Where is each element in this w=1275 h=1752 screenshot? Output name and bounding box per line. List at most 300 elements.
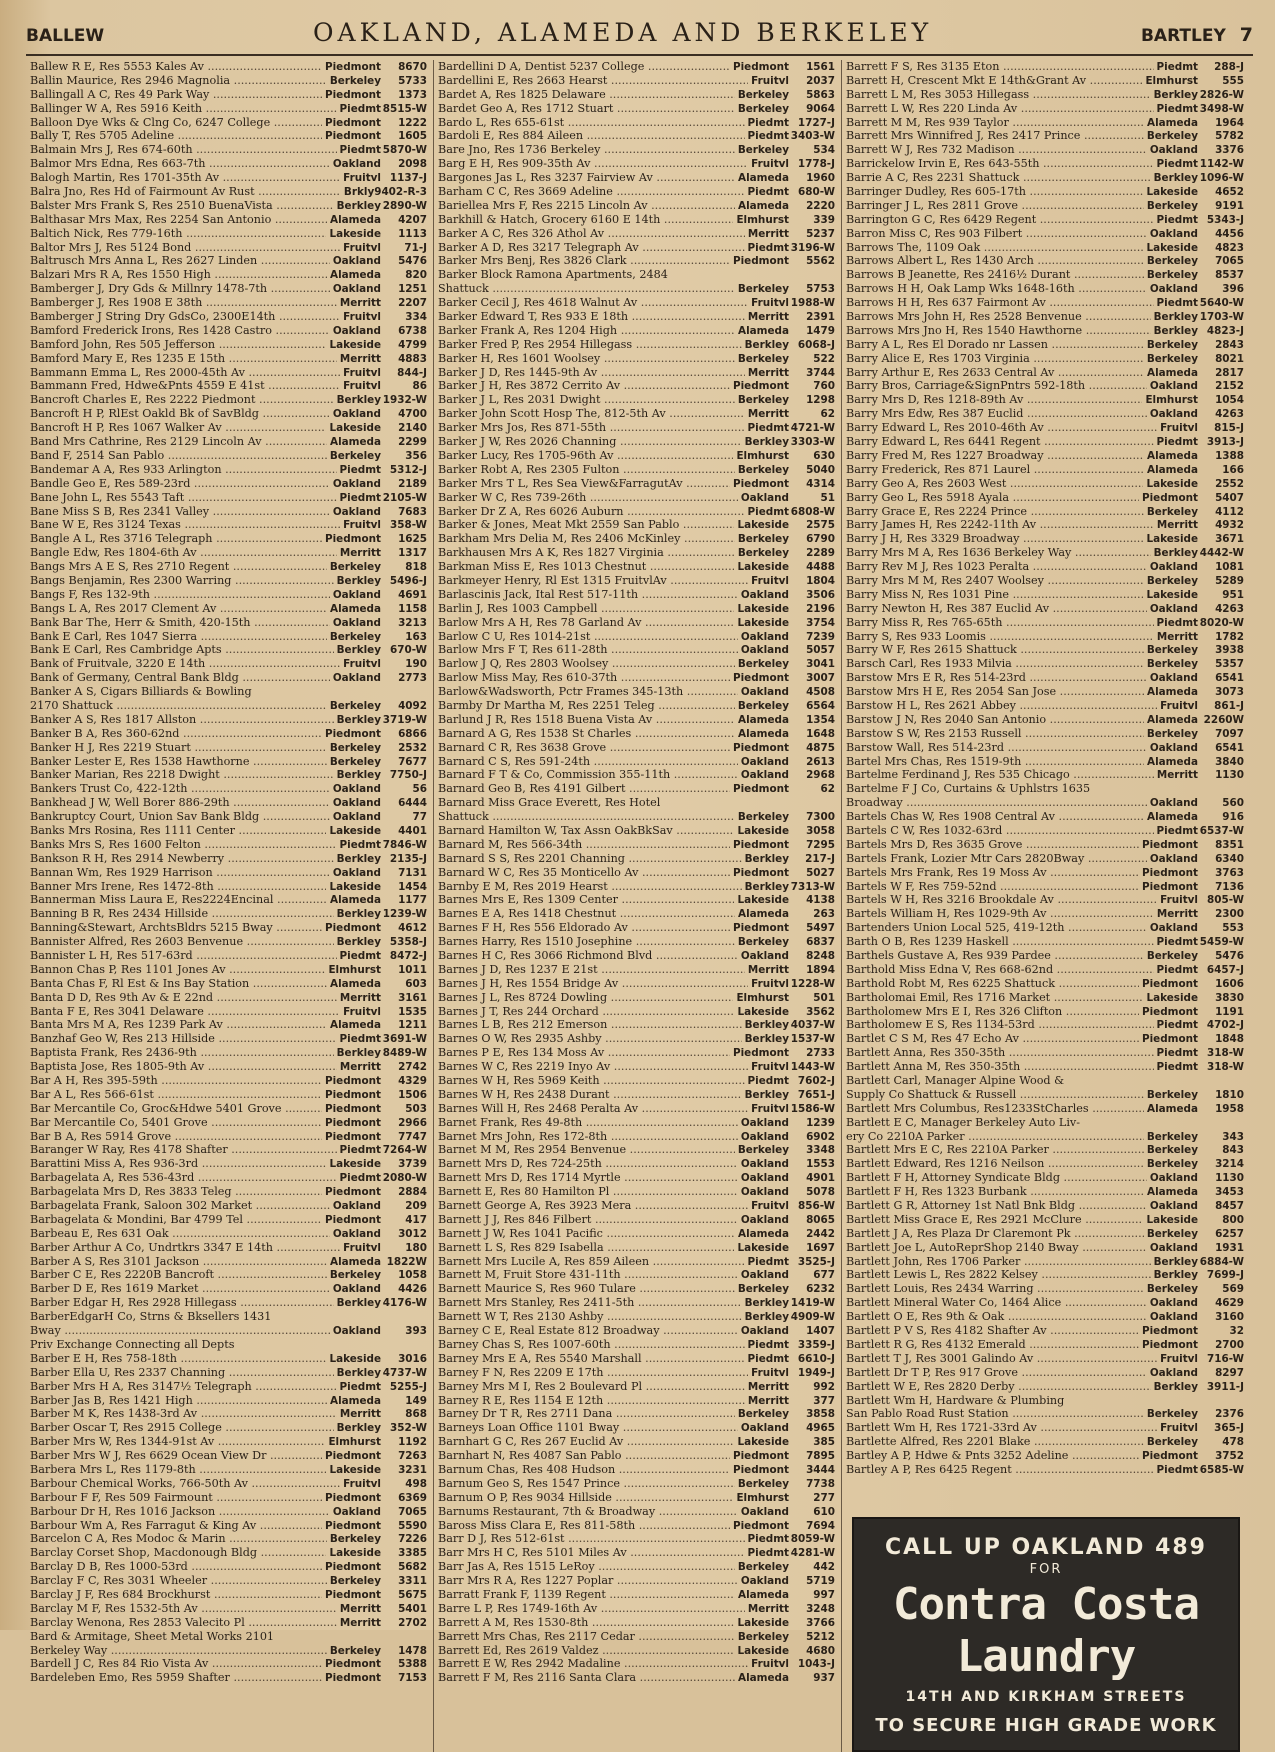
directory-entry — [30, 1574, 427, 1588]
directory-entry — [438, 671, 835, 685]
directory-entry — [846, 532, 1244, 546]
entry-exchange: Fruitvl — [1160, 894, 1198, 907]
directory-entry — [438, 1213, 835, 1227]
directory-entry — [30, 741, 427, 755]
directory-entry — [30, 1102, 427, 1116]
entry-exchange: Merritt — [747, 366, 789, 379]
entry-name: Bangs Mrs A E S, Res 2710 Regent ..... — [30, 560, 327, 574]
entry-name: Bartlett Carl, Manager Alpine Wood & — [846, 1074, 1065, 1088]
entry-exchange: Oakland — [740, 769, 789, 782]
entry-exchange: Fruitvl — [1160, 699, 1198, 712]
directory-entry — [846, 1407, 1244, 1421]
directory-entry — [30, 366, 427, 380]
directory-entry — [30, 1546, 427, 1560]
entry-name: Barrett Mrs Winnifred J, Res 2417 Prince ..... — [846, 129, 1144, 143]
entry-number: 3739 — [398, 1158, 427, 1171]
entry-number: 1625 — [398, 533, 427, 546]
entry-name: Bare Jno, Res 1736 Berkeley ..... — [438, 143, 735, 157]
entry-name: Bartlett Anna, Res 350-35th ..... — [846, 1046, 1154, 1060]
directory-entry — [846, 505, 1244, 519]
entry-number: 4263 — [1215, 408, 1244, 421]
directory-entry — [438, 1644, 835, 1658]
directory-entry — [30, 241, 427, 255]
directory-entry — [438, 268, 835, 282]
directory-entry — [846, 352, 1244, 366]
directory-entry — [846, 1227, 1244, 1241]
entry-number: 5057 — [806, 644, 835, 657]
entry-number: 4092 — [398, 699, 427, 712]
entry-exchange: Merritt — [747, 1394, 789, 1407]
entry-name: Barkhausen Mrs A K, Res 1827 Virginia ..... — [438, 546, 735, 560]
entry-name: Bandle Geo E, Res 589-23rd ..... — [30, 477, 330, 491]
directory-entry — [438, 880, 835, 894]
entry-number: 6610-J — [797, 1352, 835, 1365]
directory-entry — [438, 1088, 835, 1102]
directory-entry — [846, 102, 1244, 116]
directory-entry — [846, 782, 1244, 796]
entry-exchange: Fruitvl — [343, 172, 381, 185]
entry-name: Bartlett T J, Res 3001 Galindo Av ..... — [846, 1352, 1157, 1366]
entry-exchange: Oakland — [1149, 922, 1198, 935]
entry-exchange: Fruitvl — [751, 74, 789, 87]
entry-number: 937 — [813, 1672, 835, 1685]
entry-exchange: Oakland — [740, 1422, 789, 1435]
entry-name: Bannerman Miss Laura E, Res2224Encinal ..... — [30, 893, 327, 907]
entry-name: Bartels W H, Res 3216 Brookdale Av ..... — [846, 893, 1157, 907]
entry-number: 3506 — [806, 588, 835, 601]
entry-number: 3213 — [398, 616, 427, 629]
directory-entry — [438, 824, 835, 838]
entry-name: Banzhaf Geo W, Res 213 Hillside ..... — [30, 1032, 337, 1046]
entry-exchange: Oakland — [1149, 408, 1198, 421]
entry-number: 385 — [813, 1436, 835, 1449]
entry-number: 805-W — [1207, 894, 1244, 907]
entry-exchange: Berkley — [744, 1311, 789, 1324]
entry-number: 6902 — [806, 1130, 835, 1143]
entry-exchange: Alameda — [330, 213, 381, 226]
entry-name: Barber E H, Res 758-18th ..... — [30, 1352, 326, 1366]
entry-name: Bangs F, Res 132-9th ..... — [30, 588, 330, 602]
entry-name: Barber Mrs W, Res 1344-91st Av ..... — [30, 1435, 325, 1449]
entry-exchange: Berkeley — [737, 699, 789, 712]
entry-exchange: Alameda — [738, 908, 789, 921]
directory-entry — [846, 324, 1244, 338]
entry-name: Bartels Mrs Frank, Res 19 Moss Av ..... — [846, 866, 1139, 880]
entry-number: 6068-J — [797, 338, 835, 351]
directory-entry — [438, 102, 835, 116]
entry-exchange: Berkley — [336, 936, 381, 949]
entry-number: 2299 — [398, 436, 427, 449]
entry-name: Barnet M M, Res 2954 Benvenue ..... — [438, 1143, 735, 1157]
entry-name: Barclay Wenona, Res 2853 Valecito Pl ..... — [30, 1616, 337, 1630]
entry-number: 3248 — [806, 1602, 835, 1615]
entry-exchange: Merritt — [1156, 769, 1198, 782]
entry-number: 2220 — [806, 199, 835, 212]
entry-number: 5401 — [398, 1602, 427, 1615]
entry-exchange: Alameda — [330, 894, 381, 907]
entry-number: 3938 — [1215, 644, 1244, 657]
entry-number: 2152 — [1215, 380, 1244, 393]
entry-name: Bartlett Mineral Water Co, 1464 Alice ..... — [846, 1296, 1147, 1310]
directory-entry — [30, 1338, 427, 1352]
entry-number: 5476 — [1215, 950, 1244, 962]
directory-entry — [846, 463, 1244, 477]
entry-name: Barlow J Q, Res 2803 Woolsey ..... — [438, 657, 735, 671]
entry-exchange: Oakland — [740, 950, 789, 962]
entry-exchange: Oakland — [740, 686, 789, 699]
entry-exchange: Berkley — [744, 1033, 789, 1046]
entry-number: 3830 — [1215, 991, 1244, 1004]
entry-number: 9402-R-3 — [374, 186, 427, 199]
entry-name: Bane Miss S B, Res 2341 Valley ..... — [30, 505, 330, 519]
entry-exchange: Alameda — [738, 727, 789, 740]
entry-name: Barber Mrs H A, Res 3147½ Telegraph ..... — [30, 1380, 337, 1394]
entry-number: 7699-J — [1206, 1269, 1244, 1282]
directory-entry — [438, 1255, 835, 1269]
entry-number: 677 — [813, 1269, 835, 1282]
directory-entry — [30, 157, 427, 171]
entry-name: Barnard S S, Res 2201 Channing ..... — [438, 852, 742, 866]
entry-number: 2532 — [398, 741, 427, 754]
entry-exchange: Oakland — [332, 783, 381, 796]
entry-name: Bar A H, Res 395-59th ..... — [30, 1074, 322, 1088]
directory-entry — [438, 1005, 835, 1019]
entry-exchange: Oakland — [332, 1283, 381, 1296]
directory-entry — [438, 1185, 835, 1199]
entry-number: 1703-W — [1199, 311, 1244, 324]
entry-exchange: Oakland — [740, 1172, 789, 1185]
directory-entry — [846, 685, 1244, 699]
directory-entry — [846, 296, 1244, 310]
entry-number: 2773 — [398, 672, 427, 685]
directory-entry — [438, 949, 835, 963]
entry-name: Barr Mrs R A, Res 1227 Poplar ..... — [438, 1574, 738, 1588]
entry-exchange: Lakeside — [329, 1352, 381, 1365]
entry-name: Barclay J F, Res 684 Brockhurst ..... — [30, 1588, 322, 1602]
entry-number: 4281-W — [790, 1547, 835, 1560]
entry-exchange: Oakland — [1149, 380, 1198, 393]
entry-number: 180 — [405, 1241, 427, 1254]
entry-number: 7651-J — [797, 1088, 835, 1101]
entry-name: Banker B A, Res 360-62nd ..... — [30, 727, 322, 741]
entry-number: 86 — [412, 380, 427, 393]
entry-name: Baross Miss Clara E, Res 811-58th ..... — [438, 1519, 730, 1533]
entry-exchange: Oakland — [1149, 1241, 1198, 1254]
directory-entry — [438, 907, 835, 921]
entry-exchange: Alameda — [330, 1019, 381, 1032]
entry-name: Barrows Mrs Jno H, Res 1540 Hawthorne ..... — [846, 324, 1151, 338]
directory-entry — [30, 949, 427, 963]
entry-name: Barker Cecil J, Res 4618 Walnut Av ..... — [438, 296, 748, 310]
entry-number: 5497 — [806, 922, 835, 935]
entry-exchange: Berkeley — [1146, 727, 1198, 740]
entry-exchange: Oakland — [1149, 144, 1198, 157]
directory-entry — [846, 1241, 1244, 1255]
directory-entry — [438, 1546, 835, 1560]
directory-entry — [846, 768, 1244, 782]
directory-entry — [438, 254, 835, 268]
entry-exchange: Merritt — [339, 1602, 381, 1615]
entry-name: Bardo L, Res 655-61st ..... — [438, 116, 745, 130]
entry-name: Bariellea Mrs F, Res 2215 Lincoln Av ..... — [438, 199, 735, 213]
entry-exchange: Piedmont — [1142, 977, 1198, 990]
entry-name: Bartlett P V S, Res 4182 Shafter Av ..... — [846, 1324, 1139, 1338]
entry-exchange: Oakland — [332, 255, 381, 268]
entry-name: Barnhart G C, Res 267 Euclid Av ..... — [438, 1435, 734, 1449]
entry-exchange: Alameda — [738, 1588, 789, 1601]
entry-number: 3385 — [398, 1547, 427, 1560]
entry-number: 7263 — [398, 1450, 427, 1463]
entry-number: 2391 — [806, 311, 835, 324]
entry-exchange: Oakland — [332, 866, 381, 879]
entry-name: Bartlett Wm H, Hardware & Plumbing — [846, 1393, 1065, 1407]
entry-exchange: Alameda — [330, 436, 381, 449]
directory-entry — [30, 407, 427, 421]
entry-number: 6541 — [1215, 741, 1244, 754]
directory-entry — [438, 129, 835, 143]
directory-entry — [30, 421, 427, 435]
directory-entry — [846, 1102, 1244, 1116]
directory-entry — [846, 199, 1244, 213]
entry-exchange: Piedmont — [325, 1588, 381, 1601]
directory-entry — [438, 1199, 835, 1213]
directory-entry — [30, 143, 427, 157]
entry-exchange: Merritt — [747, 408, 789, 421]
entry-exchange: Merritt — [747, 227, 789, 240]
entry-exchange: Piedmont — [325, 1130, 381, 1143]
entry-number: 6537-W — [1199, 824, 1244, 837]
entry-exchange: Fruitvl — [1160, 1352, 1198, 1365]
entry-exchange: Berkeley — [1146, 199, 1198, 212]
entry-name: Barry Alice E, Res 1703 Virginia ..... — [846, 352, 1144, 366]
directory-entry — [438, 74, 835, 88]
entry-number: 916 — [1222, 811, 1244, 824]
directory-entry — [846, 1185, 1244, 1199]
entry-name: Barnett J J, Res 846 Filbert ..... — [438, 1213, 738, 1227]
entry-name: Barrett Mrs Chas, Res 2117 Cedar ..... — [438, 1630, 735, 1644]
entry-exchange: Piedmont — [733, 672, 789, 685]
entry-name: Barrows Mrs John H, Res 2528 Benvenue ..... — [846, 310, 1151, 324]
entry-number: 8020-W — [1199, 616, 1244, 629]
directory-entry — [30, 907, 427, 921]
directory-entry — [438, 616, 835, 630]
entry-name: Balzari Mrs R A, Res 1550 High ..... — [30, 268, 327, 282]
header-last-name: BARTLEY — [1140, 26, 1226, 46]
entry-exchange: Piedmont — [325, 1561, 381, 1574]
entry-exchange: Piedmont — [733, 380, 789, 393]
entry-number: 2742 — [398, 1061, 427, 1074]
entry-exchange: Piedmt — [747, 1255, 789, 1268]
entry-number: 2700 — [1215, 1338, 1244, 1351]
entry-name: Barry W F, Res 2615 Shattuck ..... — [846, 643, 1144, 657]
directory-entry — [438, 88, 835, 102]
entry-name: Barry Newton H, Res 387 Euclid Av ..... — [846, 602, 1147, 616]
entry-name: Barnes L B, Res 212 Emerson ..... — [438, 1018, 742, 1032]
entry-number: 209 — [405, 1200, 427, 1213]
entry-number: 2289 — [806, 547, 835, 560]
entry-exchange: Piedmont — [1142, 1033, 1198, 1046]
entry-number: 3754 — [806, 616, 835, 629]
entry-name: Barnes J H, Res 1554 Bridge Av ..... — [438, 977, 748, 991]
entry-exchange: Piedmt — [339, 838, 381, 851]
entry-exchange: Lakeside — [329, 1463, 381, 1476]
entry-name: Bartlett Mrs E C, Res 2210A Parker ..... — [846, 1143, 1144, 1157]
entry-name: Barnes Will H, Res 2468 Peralta Av ..... — [438, 1102, 748, 1116]
entry-exchange: Piedmont — [1142, 1325, 1198, 1338]
entry-number: 3453 — [1215, 1186, 1244, 1199]
entry-name: Barnes W H, Res 2438 Durant ..... — [438, 1088, 742, 1102]
entry-number: 760 — [813, 380, 835, 393]
entry-name: Barry Mrs D, Res 1218-89th Av ..... — [846, 393, 1142, 407]
directory-entry — [846, 213, 1244, 227]
entry-exchange: Berkley — [336, 1366, 381, 1379]
entry-exchange: Piedmont — [733, 1463, 789, 1476]
entry-name: Barnes E A, Res 1418 Chestnut ..... — [438, 907, 735, 921]
directory-entry — [438, 1171, 835, 1185]
entry-exchange: Piedmont — [1142, 866, 1198, 879]
directory-entry — [30, 1032, 427, 1046]
entry-exchange: Berkley — [744, 436, 789, 449]
entry-exchange: Berkley — [336, 713, 381, 726]
entry-exchange: Piedmt — [1156, 616, 1198, 629]
entry-number: 5388 — [398, 1658, 427, 1671]
entry-exchange: Berkeley — [329, 1644, 381, 1657]
entry-exchange: Oakland — [332, 672, 381, 685]
entry-name: Barber Ella U, Res 2337 Channing ..... — [30, 1366, 334, 1380]
entry-exchange: Berkeley — [1146, 1227, 1198, 1240]
directory-entry — [846, 602, 1244, 616]
directory-column-3 — [842, 60, 1250, 1752]
entry-number: 1894 — [806, 963, 835, 976]
entry-name: Bank E Carl, Res Cambridge Apts ..... — [30, 643, 334, 657]
entry-number: 4314 — [806, 477, 835, 490]
directory-entry — [846, 366, 1244, 380]
entry-name: Barbagelata A, Res 536-43rd ..... — [30, 1171, 337, 1185]
entry-number: 1407 — [806, 1325, 835, 1338]
directory-entry — [846, 88, 1244, 102]
entry-number: 1958 — [1215, 1102, 1244, 1115]
directory-entry — [30, 671, 427, 685]
entry-exchange: Oakland — [740, 1325, 789, 1338]
entry-number: 7750-J — [389, 769, 427, 782]
entry-number: 534 — [813, 144, 835, 157]
entry-name: Barry Geo L, Res 5918 Ayala ..... — [846, 491, 1139, 505]
entry-number: 190 — [405, 658, 427, 671]
directory-entry — [438, 60, 835, 74]
entry-exchange: Piedmt — [339, 144, 381, 157]
entry-exchange: Piedmont — [325, 1491, 381, 1504]
directory-entry — [846, 796, 1244, 810]
entry-exchange: Oakland — [740, 644, 789, 657]
entry-number: 5675 — [398, 1588, 427, 1601]
entry-name: Bar B A, Res 5914 Grove ..... — [30, 1130, 322, 1144]
entry-number: 2098 — [398, 158, 427, 171]
entry-name: Banner Mrs Irene, Res 1472-8th ..... — [30, 880, 326, 894]
entry-number: 1727-J — [797, 116, 835, 129]
entry-exchange: Piedmont — [325, 727, 381, 740]
entry-name: Barnes Harry, Res 1510 Josephine ..... — [438, 935, 735, 949]
entry-name: Banker A S, Res 1817 Allston ..... — [30, 713, 334, 727]
entry-name: Bar A L, Res 566-61st ..... — [30, 1088, 322, 1102]
entry-exchange: Berkeley — [1146, 1144, 1198, 1157]
entry-exchange: Piedmont — [325, 61, 381, 73]
entry-name: Barker Mrs Benj, Res 3826 Clark ..... — [438, 254, 730, 268]
entry-number: 352-W — [390, 1422, 427, 1435]
entry-name: Barcelon C A, Res Modoc & Marin ..... — [30, 1532, 327, 1546]
entry-name: Bardellini D A, Dentist 5237 College ..... — [438, 60, 730, 74]
entry-number: 4901 — [806, 1172, 835, 1185]
entry-exchange: Berkley — [744, 880, 789, 893]
entry-exchange: Piedmont — [733, 61, 789, 73]
entry-name: Barney Mrs E A, Res 5540 Marshall ..... — [438, 1352, 745, 1366]
entry-exchange: Elmhurst — [736, 991, 789, 1004]
entry-exchange: Elmhurst — [736, 1491, 789, 1504]
entry-name: Bank of Germany, Central Bank Bldg ..... — [30, 671, 330, 685]
directory-entry — [30, 1421, 427, 1435]
entry-name: Barnes H C, Res 3066 Richmond Blvd ..... — [438, 949, 738, 963]
directory-entry — [846, 74, 1244, 88]
entry-number: 3858 — [806, 1408, 835, 1421]
entry-name: Banks Mrs Rosina, Res 1111 Center ..... — [30, 824, 326, 838]
entry-name: Bank Bar The, Herr & Smith, 420-15th ..... — [30, 616, 330, 630]
entry-exchange: Oakland — [1149, 852, 1198, 865]
ad-call-line: CALL UP OAKLAND 489 — [884, 1534, 1207, 1560]
directory-entry — [30, 296, 427, 310]
entry-name: Barber Oscar T, Res 2915 College ..... — [30, 1421, 334, 1435]
directory-entry — [438, 282, 835, 296]
entry-exchange: Piedmt — [1156, 824, 1198, 837]
entry-number: 555 — [1222, 74, 1244, 87]
entry-exchange: Piedmont — [325, 1213, 381, 1226]
entry-exchange: Berkeley — [1146, 658, 1198, 671]
directory-entry — [30, 546, 427, 560]
directory-entry — [30, 1505, 427, 1519]
entry-name: Barker J H, Res 3872 Cerrito Av ..... — [438, 379, 730, 393]
entry-number: 3403-W — [790, 130, 835, 143]
directory-entry — [30, 1519, 427, 1533]
directory-entry — [846, 630, 1244, 644]
entry-number: 6790 — [806, 533, 835, 546]
entry-exchange: Piedmont — [1142, 880, 1198, 893]
entry-name: Bartlett E C, Manager Berkeley Auto Liv- — [846, 1115, 1081, 1129]
entry-exchange: Fruitvl — [343, 1005, 381, 1018]
entry-exchange: Piedmont — [325, 1088, 381, 1101]
entry-name: Bar Mercantile Co, 5401 Grove ..... — [30, 1116, 322, 1130]
directory-entry — [30, 1380, 427, 1394]
entry-number: 2207 — [398, 297, 427, 310]
entry-name: Barnes W H, Res 5969 Keith ..... — [438, 1074, 745, 1088]
entry-number: 4037-W — [790, 1019, 835, 1032]
entry-number: 1058 — [398, 1269, 427, 1282]
entry-number: 1228-W — [790, 977, 835, 990]
entry-number: 5682 — [398, 1561, 427, 1574]
entry-number: 5343-J — [1206, 213, 1244, 226]
entry-number: 3744 — [806, 366, 835, 379]
entry-name: Bane John L, Res 5543 Taft ..... — [30, 491, 337, 505]
entry-exchange: Piedmont — [325, 533, 381, 546]
entry-number: 5027 — [806, 866, 835, 879]
directory-entry — [846, 574, 1244, 588]
entry-name: Barry Grace E, Res 2224 Prince ..... — [846, 505, 1144, 519]
entry-exchange: Lakeside — [737, 602, 789, 615]
entry-exchange: Piedmont — [733, 477, 789, 490]
entry-number: 2884 — [398, 1186, 427, 1199]
entry-number: 5459-W — [1199, 936, 1244, 949]
entry-name: Barrows H H, Res 637 Fairmont Av ..... — [846, 296, 1154, 310]
entry-number: 7239 — [806, 630, 835, 643]
entry-name: Bane W E, Res 3124 Texas ..... — [30, 518, 340, 532]
entry-exchange: Berkley — [336, 908, 381, 921]
